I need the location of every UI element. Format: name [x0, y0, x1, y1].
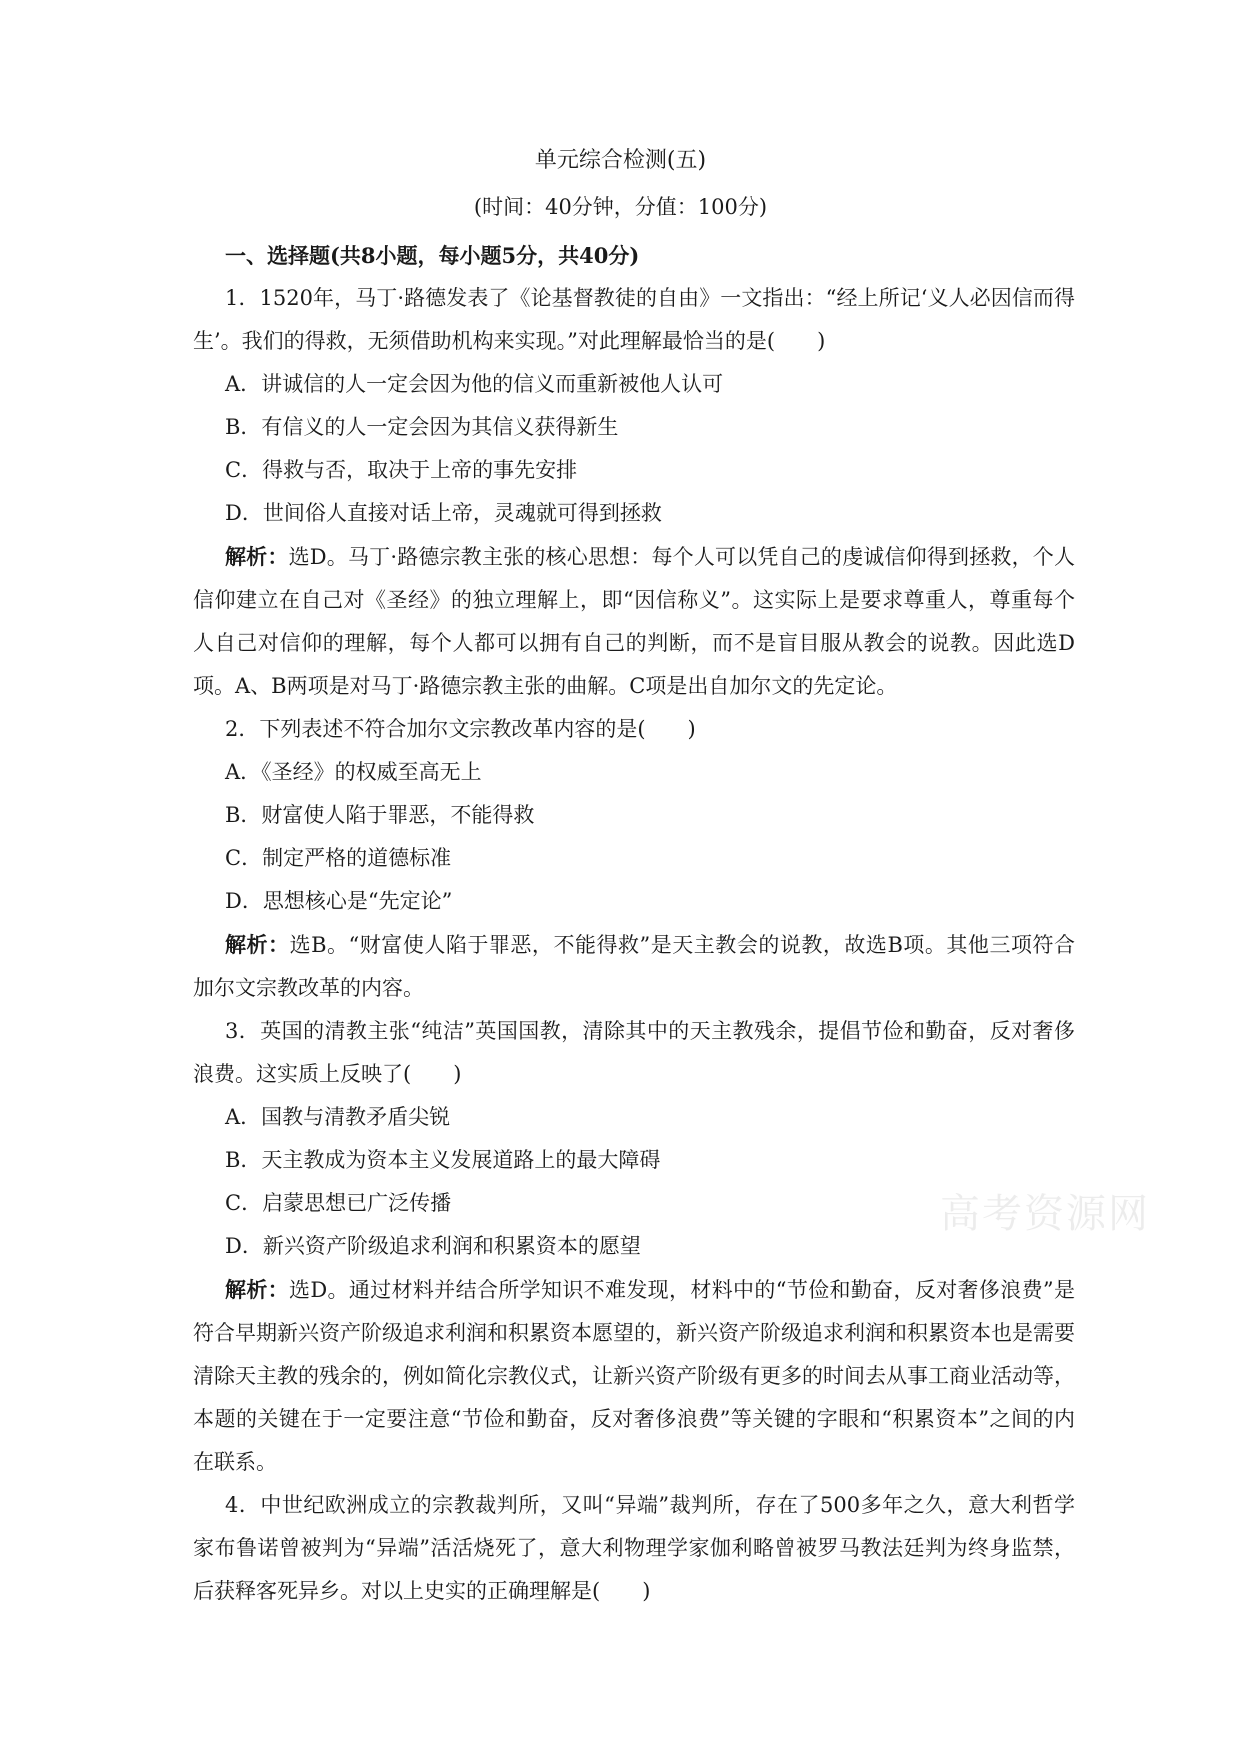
analysis-label: 解析：: [225, 932, 290, 957]
question-2-option-a: A．《圣经》的权威至高无上: [225, 760, 482, 784]
question-1-option-b: B．有信义的人一定会因为其信义获得新生: [225, 415, 619, 439]
question-2-stem: 2．下列表述不符合加尔文宗教改革内容的是( ): [225, 717, 696, 741]
question-3-stem: 3．英国的清教主张“纯洁”英国国教，清除其中的天主教残余，提倡节俭和勤奋，反对奢侈浪费。这实质上反映了( ): [193, 1019, 1075, 1086]
question-3-option-d: D．新兴资产阶级追求利润和积累资本的愿望: [225, 1234, 641, 1258]
analysis-label: 解析：: [225, 1277, 290, 1302]
question-2-option-c: C．制定严格的道德标准: [225, 846, 452, 870]
analysis-label: 解析：: [225, 544, 289, 569]
question-2-analysis-text: 选B。“财富使人陷于罪恶，不能得救”是天主教会的说教，故选B项。其他三项符合加尔文宗教改革的内容。: [193, 933, 1076, 1000]
question-1-stem: 1．1520年，马丁·路德发表了《论基督教徒的自由》一文指出：“经上所记‘义人必因信而得生’。我们的得救，无须借助机构来实现。”对此理解最恰当的是( ): [193, 286, 1075, 353]
page-title: 单元综合检测(五): [534, 148, 707, 173]
question-4-stem: 4．中世纪欧洲成立的宗教裁判所，又叫“异端”裁判所，存在了500多年之久，意大利哲学家布鲁诺曾被判为“异端”活活烧死了，意大利物理学家伽利略曾被罗马教法廷判为终身监禁，后获释客死异乡。对以上史实的正确理解是( ): [193, 1493, 1075, 1603]
document-body: [193, 234, 1075, 1613]
watermark: 高考资源网: [940, 1191, 1150, 1237]
question-1-analysis: [193, 535, 1075, 708]
question-1-option-a: A．讲诚信的人一定会因为他的信义而重新被他人认可: [225, 372, 724, 396]
question-3-option-b: B．天主教成为资本主义发展道路上的最大障碍: [225, 1148, 661, 1172]
question-1-analysis-text: 选D。马丁·路德宗教主张的核心思想：每个人可以凭自己的虔诚信仰得到拯救，个人信仰建立在自己对《圣经》的独立理解上，即“因信称义”。这实际上是要求尊重人，尊重每个人自己对信仰的理解，每个人都可以拥有自己的判断，而不是盲目服从教会的说教。因此选D项。A、B两项是对马丁·路德宗教主张的曲解。C项是出自加尔文的先定论。: [193, 545, 1075, 698]
question-3-option-a: A．国教与清教矛盾尖锐: [225, 1105, 451, 1129]
question-2-option-d: D．思想核心是“先定论”: [225, 889, 453, 913]
question-3-analysis: [193, 1268, 1075, 1484]
question-2-option-b: B．财富使人陷于罪恶，不能得救: [225, 803, 535, 827]
question-1-option-c: C．得救与否，取决于上帝的事先安排: [225, 458, 578, 482]
section-heading: 一、选择题(共8小题，每小题5分，共40分): [225, 243, 640, 268]
question-2-analysis: [193, 923, 1075, 1010]
question-3-option-c: C．启蒙思想已广泛传播: [225, 1191, 452, 1215]
question-3-analysis-text: 选D。通过材料并结合所学知识不难发现，材料中的“节俭和勤奋，反对奢侈浪费”是符合早期新兴资产阶级追求利润和积累资本愿望的，新兴资产阶级追求利润和积累资本也是需要清除天主教的残余的，例如简化宗教仪式，让新兴资产阶级有更多的时间去从事工商业活动等，本题的关键在于一定要注意“节俭和勤奋，反对奢侈浪费”等关键的字眼和“积累资本”之间的内在联系。: [193, 1278, 1075, 1474]
exam-info: (时间：40分钟，分值：100分): [473, 195, 768, 219]
question-1-option-d: D．世间俗人直接对话上帝，灵魂就可得到拯救: [225, 501, 662, 525]
